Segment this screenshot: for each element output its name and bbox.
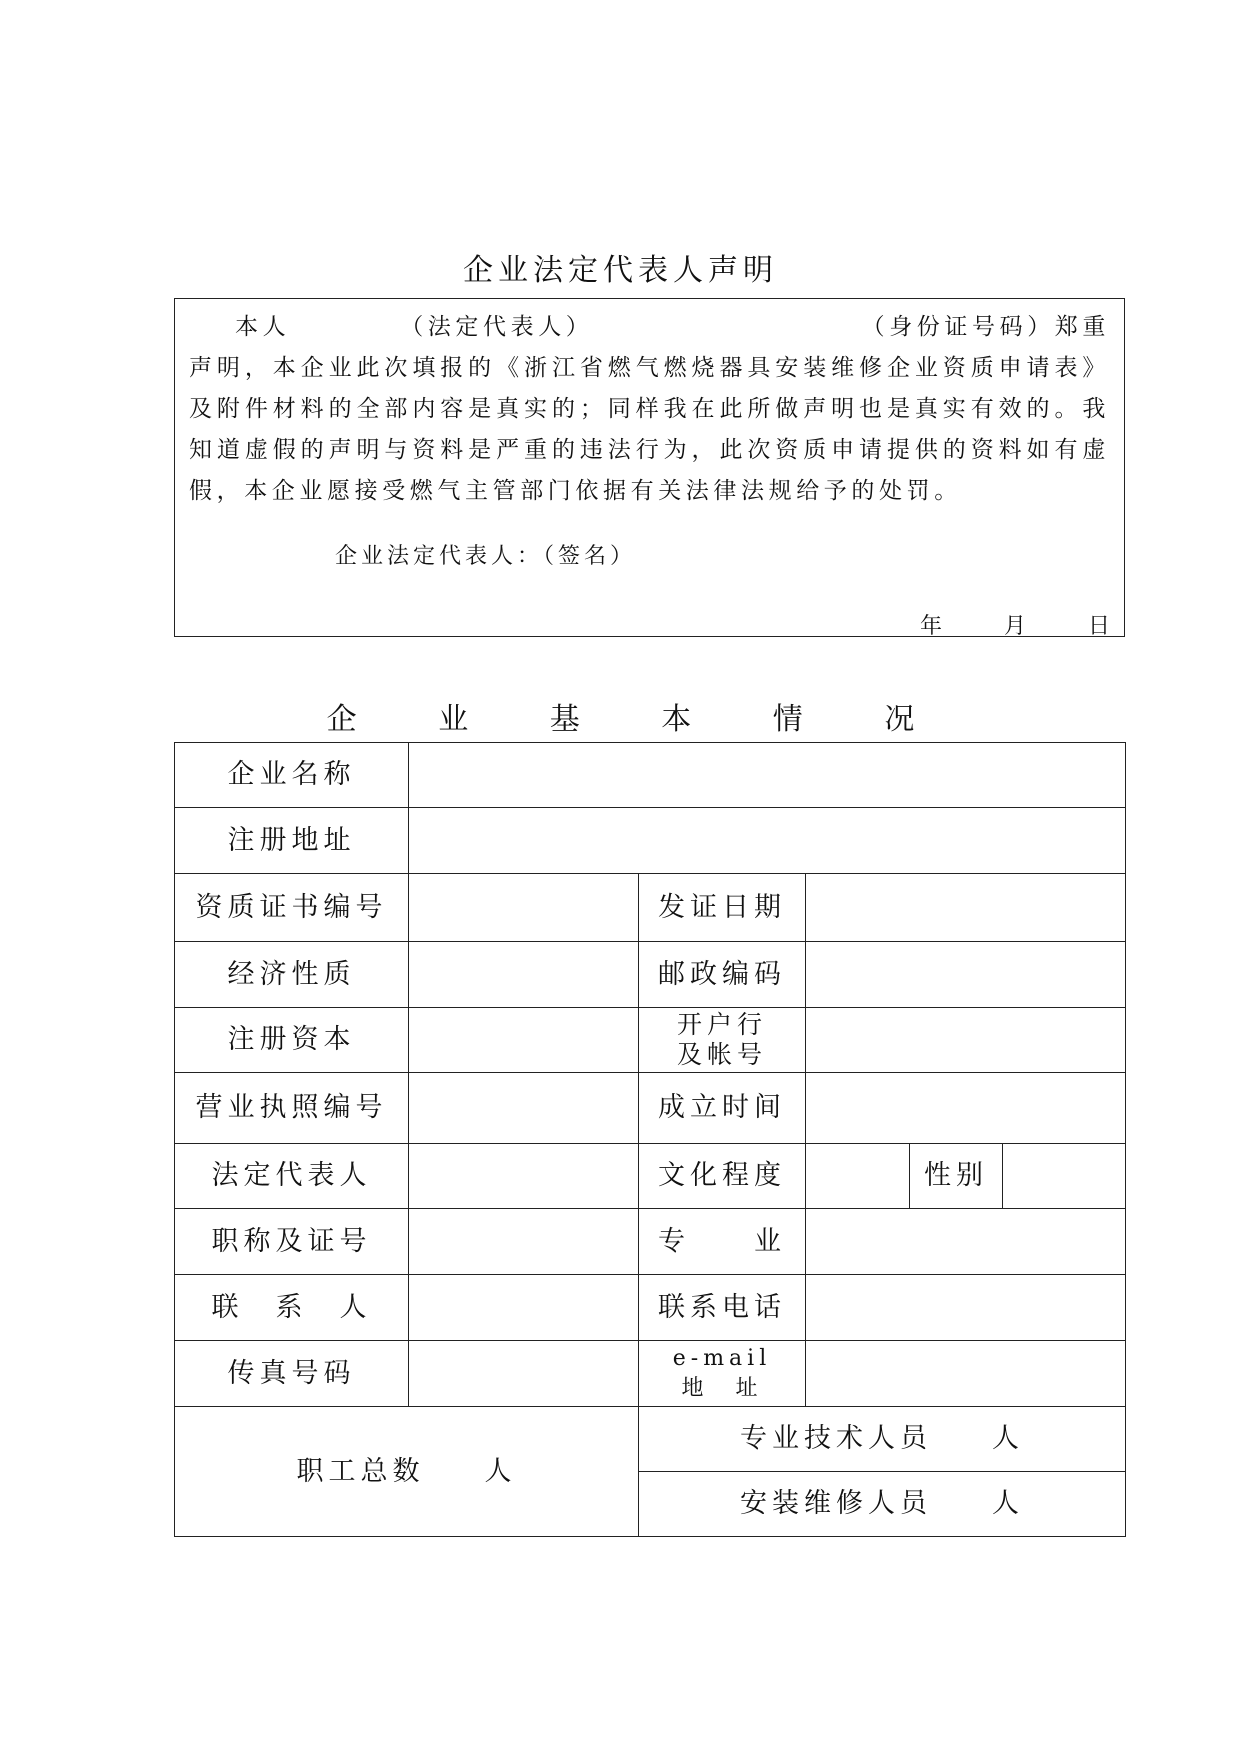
gender-field[interactable] xyxy=(1003,1144,1126,1209)
cert-no-field[interactable] xyxy=(409,874,639,942)
reg-capital-label: 注册资本 xyxy=(175,1008,409,1073)
email-field[interactable] xyxy=(806,1341,1126,1407)
economic-nature-field[interactable] xyxy=(409,942,639,1008)
staff-total-unit: 人 xyxy=(484,1455,517,1487)
reg-capital-field[interactable] xyxy=(409,1008,639,1073)
basic-info-title: 企 业 基 本 情 况 xyxy=(326,702,951,737)
bank-account-label-line2: 及帐号 xyxy=(676,1040,767,1069)
staff-total-cell[interactable] xyxy=(175,1407,639,1537)
founded-field[interactable] xyxy=(806,1073,1126,1144)
table-row xyxy=(175,1341,1126,1407)
major-field[interactable] xyxy=(806,1209,1126,1275)
signature-label: 企业法定代表人：（签名） xyxy=(335,544,637,569)
title-cert-label: 职称及证号 xyxy=(175,1209,409,1275)
table-row xyxy=(175,1073,1126,1144)
fax-field[interactable] xyxy=(409,1341,639,1407)
table-row xyxy=(175,1209,1126,1275)
install-staff-unit: 人 xyxy=(992,1488,1025,1519)
declaration-title: 企业法定代表人声明 xyxy=(463,253,778,288)
tech-staff-label: 专业技术人员 xyxy=(740,1423,933,1454)
issue-date-field[interactable] xyxy=(806,874,1126,942)
table-row xyxy=(175,942,1126,1008)
date-year: 年 xyxy=(919,614,942,639)
license-no-label: 营业执照编号 xyxy=(175,1073,409,1144)
bank-account-field[interactable] xyxy=(806,1008,1126,1073)
table-row xyxy=(175,743,1126,808)
contact-field[interactable] xyxy=(409,1275,639,1341)
issue-date-label: 发证日期 xyxy=(639,874,806,942)
table-row xyxy=(175,874,1126,942)
major-label: 专 业 xyxy=(639,1209,806,1275)
education-label: 文化程度 xyxy=(639,1144,806,1209)
license-no-field[interactable] xyxy=(409,1073,639,1144)
fax-label: 传真号码 xyxy=(175,1341,409,1407)
reg-address-field[interactable] xyxy=(409,808,1126,874)
contact-label: 联 系 人 xyxy=(175,1275,409,1341)
table-row xyxy=(175,1407,1126,1472)
legal-rep-field[interactable] xyxy=(409,1144,639,1209)
date-month: 月 xyxy=(1003,614,1026,639)
title-cert-field[interactable] xyxy=(409,1209,639,1275)
table-row xyxy=(175,1144,1126,1209)
staff-total-label: 职工总数 xyxy=(296,1455,425,1487)
phone-label: 联系电话 xyxy=(639,1275,806,1341)
bank-account-label-line1: 开户行 xyxy=(676,1010,767,1039)
declaration-id-label: （身份证号码）郑重 xyxy=(861,314,1110,340)
gender-label: 性别 xyxy=(910,1144,1003,1209)
date-day: 日 xyxy=(1087,614,1110,639)
company-name-label: 企业名称 xyxy=(175,743,409,808)
economic-nature-label: 经济性质 xyxy=(175,942,409,1008)
table-row xyxy=(175,808,1126,874)
reg-address-label: 注册地址 xyxy=(175,808,409,874)
education-field[interactable] xyxy=(806,1144,910,1209)
email-label-line2: 地 址 xyxy=(681,1375,763,1401)
install-staff-label: 安装维修人员 xyxy=(740,1488,933,1519)
declaration-date xyxy=(920,609,1110,640)
legal-rep-label: 法定代表人 xyxy=(175,1144,409,1209)
postal-code-label: 邮政编码 xyxy=(639,942,806,1008)
declaration-box xyxy=(174,298,1125,637)
tech-staff-cell[interactable] xyxy=(639,1407,1126,1472)
declaration-text xyxy=(189,307,1110,512)
install-staff-cell[interactable] xyxy=(639,1472,1126,1537)
table-row xyxy=(175,1275,1126,1341)
declaration-legal-rep-label: （法定代表人） xyxy=(400,314,594,340)
bank-account-label xyxy=(639,1008,806,1073)
declaration-body: 声明，本企业此次填报的《浙江省燃气燃烧器具安装维修企业资质申请表》及附件材料的全部内容是真实的；同样我在此所做声明也是真实有效的。我知道虚假的声明与资料是严重的违法行为，此次资质申请提供的资料如有虚假，本企业愿接受燃气主管部门依据有关法律法规给予的处罚。 xyxy=(189,355,1110,504)
basic-info-table xyxy=(174,742,1126,1537)
email-label xyxy=(639,1341,806,1407)
founded-label: 成立时间 xyxy=(639,1073,806,1144)
postal-code-field[interactable] xyxy=(806,942,1126,1008)
table-row xyxy=(175,1008,1126,1073)
tech-staff-unit: 人 xyxy=(992,1423,1025,1454)
phone-field[interactable] xyxy=(806,1275,1126,1341)
company-name-field[interactable] xyxy=(409,743,1126,808)
email-label-line1: e-mail xyxy=(672,1345,772,1371)
declaration-first-line xyxy=(189,307,1110,348)
declaration-self: 本人 xyxy=(235,314,291,340)
cert-no-label: 资质证书编号 xyxy=(175,874,409,942)
